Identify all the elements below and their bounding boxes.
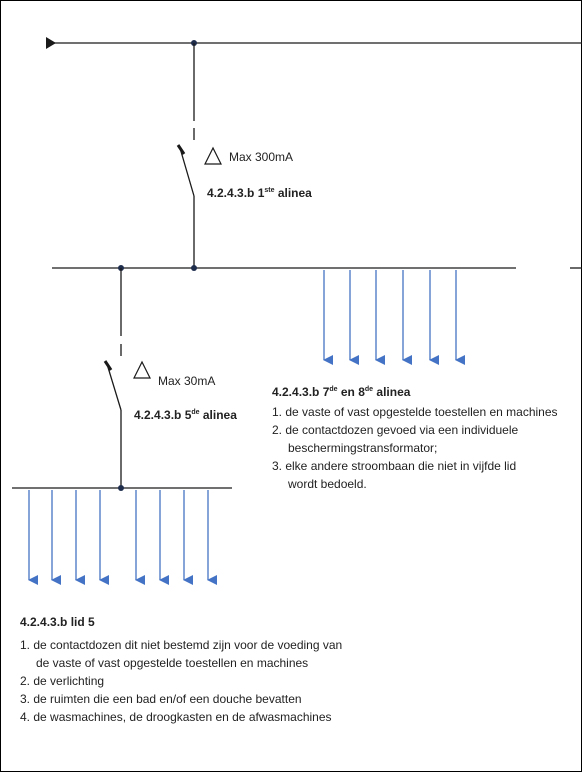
list-line: 1. de vaste of vast opgestelde toestellen en machines [272,405,558,419]
lower-bus-node [118,485,124,491]
list-line: 1. de contactdozen dit niet bestemd zijn voor de voeding van [20,638,343,652]
delta-icon-30 [134,362,150,378]
list-item [20,672,342,690]
list-line: 4. de wasmachines, de droogkasten en de afwasmachines [20,710,332,724]
ref-sup: ste [264,187,275,194]
list-line: 3. de ruimten die een bad en/of een douche bevatten [20,692,302,706]
list-item [272,403,558,421]
title-sup1: de [329,386,338,393]
title-sup2: de [364,386,374,393]
title-suffix: alinea [373,385,411,399]
ref-sup: de [191,409,200,416]
list-line: de vaste of vast opgestelde toestellen en machines [36,656,309,670]
list-line: wordt bedoeld. [288,477,367,491]
title-mid: en 8 [337,385,365,399]
delta-icon-300 [205,148,221,164]
list-line: beschermingstransformator; [288,441,438,455]
ref-suffix: alinea [274,186,312,200]
list-item [272,421,558,457]
ref-prefix: 4.2.4.3.b 5 [134,408,192,422]
list-line: 2. de contactdozen gevoed via een individuele [272,423,519,437]
ref-suffix: alinea [199,408,237,422]
breaker-300-rating: Max 300mA [229,150,294,164]
list-item [20,708,342,726]
list-item [20,690,342,708]
right-group-title [272,382,410,400]
right-group-list [272,403,558,493]
list-line: 2. de verlichting [20,674,105,688]
list-item [20,636,342,672]
supply-arrow-head [46,37,56,49]
list-item [272,457,558,493]
breaker-30-switch-blade [107,364,121,410]
breaker-30-reference [134,405,237,423]
left-group-arrows [29,490,208,580]
left-group-list [20,636,342,726]
breaker-300-reference [207,183,312,201]
breaker-30-rating: Max 30mA [158,374,216,388]
middle-bus-node-right [191,265,197,271]
title-prefix: 4.2.4.3.b 7 [272,385,330,399]
breaker-300-switch-blade [180,148,194,196]
right-group-arrows [324,270,456,360]
ref-prefix: 4.2.4.3.b 1 [207,186,265,200]
list-line: 3. elke andere stroombaan die niet in vijfde lid [272,459,517,473]
left-group-title: 4.2.4.3.b lid 5 [20,615,95,629]
